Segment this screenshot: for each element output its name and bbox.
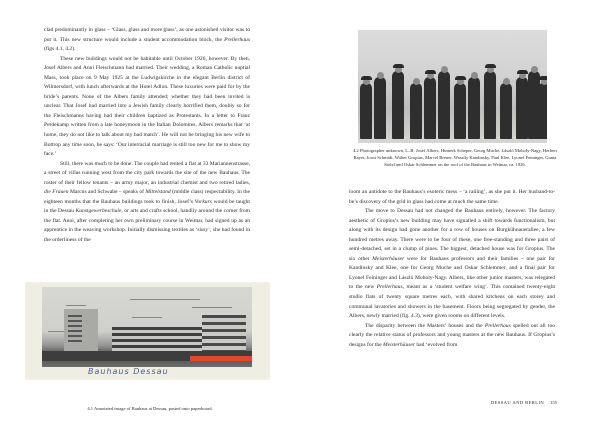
- workshop-tower: [64, 309, 98, 351]
- text-run: These new buildings would not be habitable until October 1926, however. By then, Josef Albers and Anni Fleischmann had married. Their wedding, a Roman Catholic nuptial Mass, took place on 9 May 1925 at the Ludwigskirche in the elegant Berlin district of Wilmersdorf, with lunch afterwards at the Hotel Adlon. These luxuries were paid for by the bride’s parents. None of the Albers family attended; whether they had been invited is unclear. That Josef had married into a Jewish family clearly horrified them, doubly so for the Fleischmanns having had their children baptized as Protestants. In a letter to Franz Perdekamp written from a late honeymoon in the Italian Dolomites, Albers remarks that ‘at home, they do not like to talk about my bad match’. He will not be bringing his new wife to Bottrop any time soon, he says: ‘Our interracial marriage is still too new for me to show my face.’: [44, 55, 250, 158]
- person-hat: [485, 64, 496, 68]
- italic-term: die Frauen: [44, 189, 69, 196]
- person-head: [471, 72, 478, 79]
- bauhaus-masters-group-photo: [358, 30, 547, 143]
- bauhaus-dessau-photo: [42, 287, 252, 367]
- building-wing-right: [202, 315, 246, 351]
- text-run: loom an antidote to the Bauhaus’s esoteric mess – ‘a railing’, as she put it. Her husband-to-be’s discovery of the grid in glass had come at much the same time.: [349, 189, 555, 205]
- person-figure: [468, 77, 480, 139]
- italic-term: Mittelstand: [145, 189, 171, 196]
- text-run: Marcus and Schwabe – speaks of: [68, 189, 146, 196]
- person-figure: [438, 71, 450, 139]
- person-head: [413, 78, 420, 85]
- text-run: , or arts and crafts school, handily around the corner from the flat. Anni, after completing her own preliminary course in Weimar, had signed up as an apprentice in the weaving workshop. Initially dismissing textiles as ‘sissy’, she had found in the orderliness of the: [44, 208, 250, 244]
- person-hat: [455, 76, 466, 80]
- figure-caption: 4.2 Photographer unknown, L–R: Josef Albers, Hinnerk Scheper, Georg Muche, László Moholy-Nagy, Herbert Bayer, Joost Schmidt, Walter Gropius, Marcel Breuer, Wassily Kandinsky, Paul Klee, Lyonel Feininger, Gunta Stölzl and Oskar Schlemmer on the roof of the Bauhaus in Weimar, ca. 1926.: [353, 148, 557, 167]
- text-run: spelled out all too clearly the relative status of professors and young masters at the new Bauhaus. If Gropius’s designs for the: [349, 322, 555, 348]
- annotation-line: [48, 331, 64, 332]
- person-hat: [425, 70, 436, 74]
- annotation-line: [66, 305, 86, 306]
- right-body-text: [349, 188, 555, 350]
- paragraph: [44, 26, 250, 55]
- annotation-line: [130, 299, 200, 300]
- person-hat: [539, 76, 548, 80]
- person-hat: [393, 64, 404, 68]
- person-figure: [516, 77, 528, 139]
- person-head: [531, 66, 538, 73]
- italic-term: Prellerhaus: [376, 284, 403, 291]
- figure-caption: 4.1 Annotated image of Bauhaus at Dessau, pasted onto paperboard.: [87, 406, 213, 411]
- person-figure: [424, 77, 436, 139]
- paragraph: [349, 188, 555, 207]
- person-figure: [500, 83, 512, 139]
- person-figure: [454, 83, 466, 139]
- italic-term: Kunstgewerbeschule: [75, 208, 122, 215]
- section-title: DESSAU AND BERLIN: [490, 400, 545, 405]
- text-run: clad predominantly in glass – ‘Glass, glass and more glass’, as one astonished visitor was to put it. This new structure would include a student accommodation block, the: [44, 27, 250, 43]
- text-run: would be taught in the Dessau: [44, 198, 250, 215]
- paragraph: [349, 207, 555, 322]
- person-figure: [374, 77, 386, 139]
- paragraph: [44, 55, 250, 160]
- annotation-line: [192, 307, 232, 308]
- italic-term: Vorkurs: [194, 198, 212, 205]
- person-figure: [484, 71, 496, 139]
- person-figure: [360, 83, 372, 139]
- person-head: [503, 78, 510, 85]
- text-run: were for Bauhaus professors and their families – one pair for Kandinsky and Klee, one for Georg Muche and Oskar Schlemmer, and a final pair for Lyonel Feininger and László Moholy-Nagy. Albers, like other junior masters, was relegated to the new: [349, 255, 555, 291]
- person-figure: [410, 83, 422, 139]
- text-run: had ‘evolved from: [415, 341, 458, 348]
- text-run: The disparity between the Masters’ houses and the: [365, 322, 485, 329]
- annotation-line: [132, 317, 162, 318]
- paragraph: [349, 322, 555, 351]
- red-accent-bar: [190, 356, 252, 361]
- person-hat: [361, 76, 372, 80]
- annotated-bauhaus-paperboard: [26, 283, 269, 379]
- italic-term: Prellerhaus: [224, 36, 250, 43]
- paragraph: [44, 160, 250, 246]
- text-run: The move to Dessau had not changed the Bauhaus entirely, however. The factory aesthetic of Gropius’s new building may have signalled a shift towards functionalism, but along with its design had gone another for a row of houses on Burgkühnauerallee, a few hundred metres away. There were to be four of these, one free-standing and three pairs of semi-detached, set in a clump of pines. The biggest, detached house was for Gropius. The six other: [349, 208, 555, 262]
- left-body-text: [44, 26, 250, 246]
- text-run: Still, there was much to be done. The couple had rented a flat at 33 Mariannenstrasse, a street of villas running west from the city park towards the site of the new Bauhaus. The roster of their fellow tenants – an army major, an industrial chemist and two retired ladies,: [44, 160, 250, 186]
- paperboard-title: Bauhaus Dessau: [88, 367, 169, 376]
- italic-term: Prellerhaus: [484, 322, 511, 329]
- person-head: [377, 72, 384, 79]
- text-run: (figs 4.1, 4.2).: [44, 46, 76, 53]
- running-footer: [480, 400, 557, 405]
- text-run: (middle class) respectability. In the eighteen months that the Bauhaus buildings took to finish, Josef’s: [44, 189, 250, 205]
- italic-term: Meisterhäuser: [372, 255, 405, 262]
- italic-term: Meisterhäuser: [383, 341, 415, 348]
- text-run: , meant as a ‘student welfare wing’. This contained twenty-eight studio flats of twenty square metres each, with shared kitchens on each storey and communal lavatories and showers in the basement. Floors being segregated by gender, the Albers, newly married (fig. 4.3), were given rooms on different levels.: [349, 284, 556, 320]
- person-hat: [517, 70, 528, 74]
- person-figure: [538, 83, 547, 139]
- page-number: 155: [550, 400, 557, 405]
- person-figure: [392, 71, 404, 139]
- person-head: [441, 66, 448, 73]
